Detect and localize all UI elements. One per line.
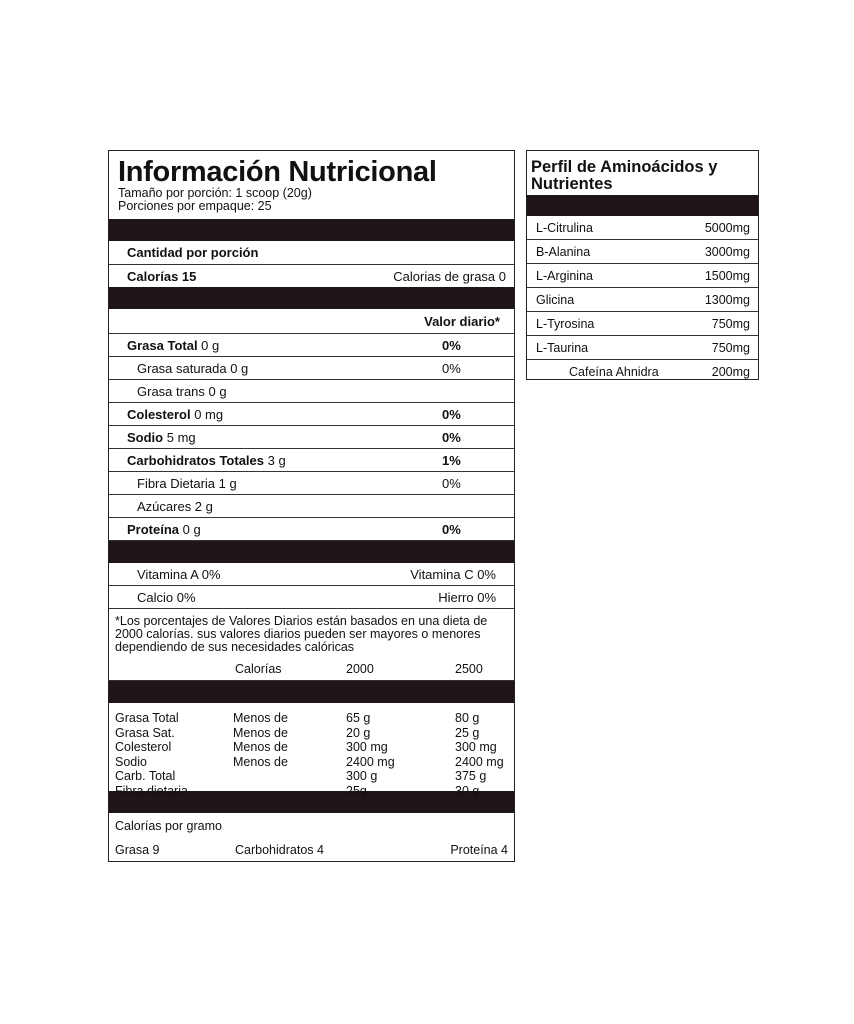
dv-cell	[233, 769, 288, 784]
nutrient-name: Grasa Total	[127, 337, 198, 353]
dv-cell: Fibra dietaria	[115, 783, 188, 798]
nutrient-amount: 0 g	[179, 521, 201, 537]
amino-value: 750mg	[711, 317, 750, 331]
dv-qualifier-column	[233, 711, 288, 798]
amino-value: 1300mg	[704, 293, 750, 307]
amino-name: L-Taurina	[536, 341, 589, 355]
dv-cell: Sodio	[115, 754, 147, 769]
dv-cell: 30 g	[455, 783, 480, 798]
dv-cell: 375 g	[455, 769, 487, 783]
dv-cell: Grasa Sat.	[115, 725, 175, 740]
vitamin-left: Calcio 0%	[137, 589, 196, 605]
vitamin-right: Vitamina C 0%	[410, 566, 496, 582]
nutrient-percent: 0%	[442, 337, 461, 353]
amino-rows	[527, 216, 758, 383]
amino-name: L-Tyrosina	[536, 317, 595, 331]
nutrient-row	[109, 426, 514, 449]
dv-cell: Menos de	[233, 711, 288, 725]
dv-cell: Carb. Total	[115, 769, 176, 783]
divider-bar	[109, 681, 514, 703]
dv-cell	[233, 784, 288, 799]
nutrient-percent: 0%	[442, 521, 461, 537]
nutrient-row	[109, 357, 514, 380]
vitamin-row	[109, 563, 514, 586]
amino-name: Cafeína Ahnidra	[569, 365, 659, 379]
nutrition-facts-panel	[108, 150, 515, 862]
nutrient-percent: 0%	[442, 406, 461, 422]
nutrient-label	[127, 430, 196, 445]
divider-bar	[109, 541, 514, 563]
amino-value: 5000mg	[704, 221, 750, 235]
calories-per-gram	[109, 813, 514, 861]
calorie-columns-header	[109, 658, 514, 681]
dv-cell: Menos de	[233, 725, 288, 740]
nutrient-label	[137, 384, 227, 399]
dv-2500-column	[455, 711, 504, 798]
amino-value: 200mg	[711, 365, 750, 379]
vitamin-left: Vitamina A 0%	[137, 566, 221, 582]
amino-value: 1500mg	[704, 269, 750, 283]
daily-value-header: Valor diario*	[424, 313, 500, 329]
nutrient-label	[137, 361, 248, 376]
dv-cell: Menos de	[233, 740, 288, 754]
nutrient-amount: 0 mg	[190, 406, 224, 422]
nutrient-row	[109, 380, 514, 403]
dv-cell: 2400 mg	[455, 754, 504, 769]
dv-cell: Grasa Total	[115, 711, 179, 725]
calories-label: Calorías 15	[127, 268, 197, 284]
dv-names-column	[115, 711, 188, 798]
nutrient-name: Grasa trans 0 g	[137, 383, 227, 399]
amino-row	[527, 312, 758, 336]
vitamin-right: Hierro 0%	[438, 589, 496, 605]
dv-cell: 25g	[346, 783, 367, 798]
nutrient-row	[109, 472, 514, 495]
column-2000: 2000	[346, 662, 374, 676]
per-gram-carbs: Carbohidratos 4	[235, 843, 324, 857]
amino-row	[527, 288, 758, 312]
dv-cell: 300 mg	[346, 740, 388, 754]
nutrient-label	[137, 476, 237, 491]
divider-bar	[527, 195, 758, 216]
nutrient-row	[109, 495, 514, 518]
nutrient-row	[109, 518, 514, 541]
amino-value: 750mg	[711, 341, 750, 355]
amino-name: L-Arginina	[536, 269, 593, 283]
amino-title: Perfil de Aminoácidos y Nutrientes	[531, 158, 718, 193]
dv-cell: 25 g	[455, 725, 480, 740]
nutrient-percent: 0%	[442, 429, 461, 445]
nutrient-row	[109, 403, 514, 426]
amino-row	[527, 216, 758, 240]
dv-cell: 300 g	[346, 769, 378, 783]
amino-row	[527, 360, 758, 383]
serving-size: Tamaño por porción: 1 scoop (20g)	[118, 186, 312, 200]
nutrient-name: Fibra Dietaria 1 g	[137, 475, 237, 491]
nutrient-percent: 0%	[442, 360, 461, 376]
nutrient-label	[127, 407, 223, 422]
servings-per-container: Porciones por empaque: 25	[118, 199, 272, 213]
calories-row	[109, 265, 514, 287]
nutrient-percent: 0%	[442, 475, 461, 491]
per-gram-label: Calorías por gramo	[115, 819, 222, 833]
nutrient-row	[109, 334, 514, 357]
vitamin-rows	[109, 563, 514, 609]
daily-values-table	[109, 703, 514, 798]
nutrient-percent: 1%	[442, 452, 461, 468]
nutrient-name: Carbohidratos Totales	[127, 452, 265, 468]
amino-profile-panel	[526, 150, 759, 380]
amino-row	[527, 336, 758, 360]
nutrient-label	[127, 522, 201, 537]
amino-name: L-Citrulina	[536, 221, 593, 235]
column-2500: 2500	[455, 662, 483, 676]
amino-name: B-Alanina	[536, 245, 591, 259]
divider-bar	[109, 287, 514, 309]
amino-row	[527, 240, 758, 264]
dv-cell: 2400 mg	[346, 754, 395, 769]
per-gram-protein: Proteína 4	[450, 843, 508, 857]
dv-cell: Menos de	[233, 754, 288, 769]
nutrient-amount: 3 g	[264, 452, 286, 468]
vitamin-row	[109, 586, 514, 609]
nutrient-amount: 0 g	[197, 337, 220, 353]
amino-row	[527, 264, 758, 288]
dv-cell: 20 g	[346, 725, 371, 740]
nutrient-name: Sodio	[127, 429, 164, 445]
footnote: *Los porcentajes de Valores Diarios están basados en una dieta de 2000 calorías. sus valores diarios pueden ser mayores o menores dependiendo de sus necesidades calóricas	[115, 614, 488, 654]
nutrient-name: Grasa saturada 0 g	[137, 360, 249, 376]
nutrient-amount: 5 mg	[163, 429, 196, 445]
amino-value: 3000mg	[704, 245, 750, 259]
nutrient-rows	[109, 334, 514, 541]
amount-per-serving: Cantidad por porción	[109, 241, 514, 265]
nutrient-row	[109, 449, 514, 472]
nutrition-title: Información Nutricional	[118, 156, 437, 188]
nutrient-label	[127, 453, 286, 468]
calories-column-label: Calorías	[235, 662, 282, 676]
amino-name: Glicina	[536, 293, 575, 307]
dv-cell: Colesterol	[115, 740, 172, 754]
nutrient-name: Colesterol	[127, 406, 191, 422]
calories-from-fat: Calorias de grasa 0	[393, 268, 506, 284]
dv-2000-column	[346, 711, 395, 798]
dv-cell: 300 mg	[455, 740, 497, 754]
per-gram-fat: Grasa 9	[115, 843, 160, 857]
nutrient-label	[127, 338, 219, 353]
dv-cell: 65 g	[346, 711, 371, 725]
nutrient-name: Azúcares 2 g	[137, 498, 213, 514]
divider-bar	[109, 219, 514, 241]
dv-cell: 80 g	[455, 711, 480, 725]
daily-value-header-row	[109, 309, 514, 334]
nutrient-name: Proteína	[127, 521, 180, 537]
nutrient-label	[137, 499, 213, 514]
